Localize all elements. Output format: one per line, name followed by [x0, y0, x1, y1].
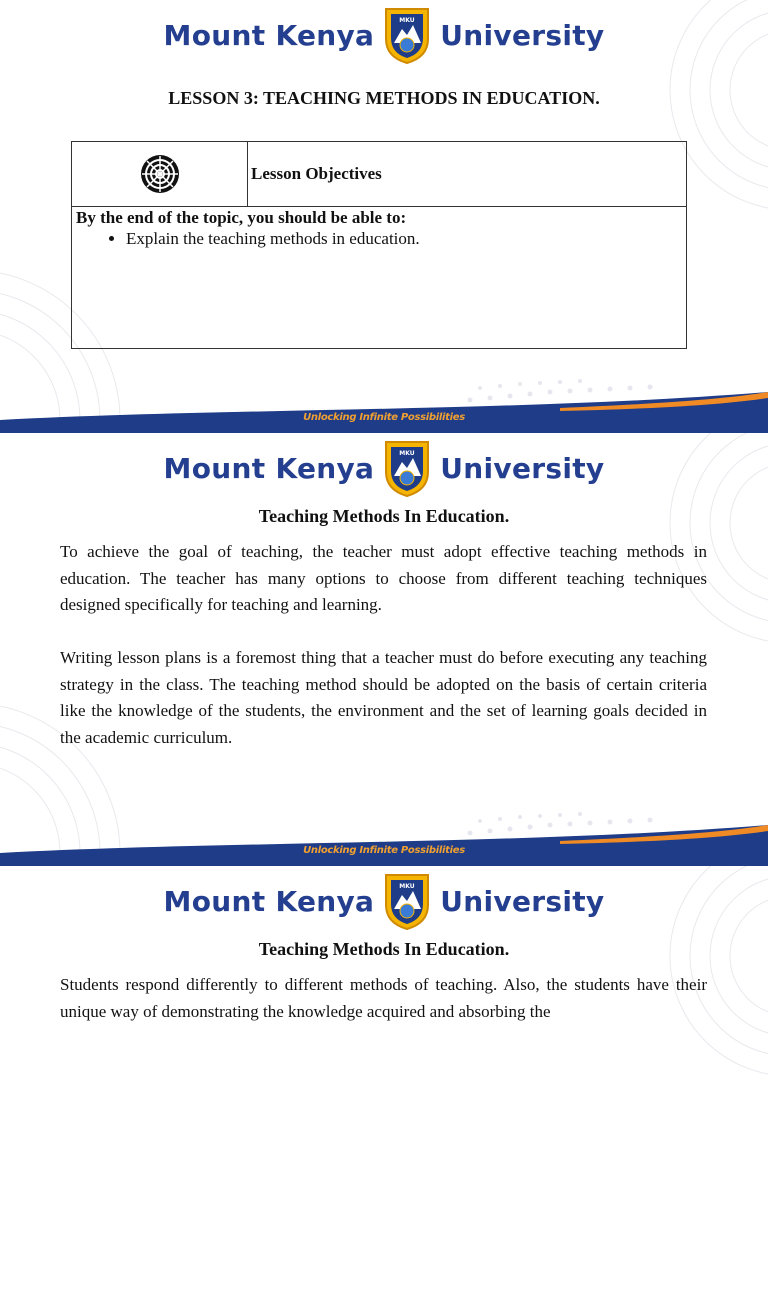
objectives-icon-cell [72, 142, 248, 206]
paragraph: Students respond differently to different methods of teaching. Also, the students have their unique way of demonstrating the knowledge acquired and absorbing the [60, 975, 707, 1021]
objectives-body [72, 207, 686, 251]
document-page-1 [0, 0, 768, 433]
objectives-list [76, 228, 682, 250]
lesson-title: LESSON 3: TEACHING METHODS IN EDUCATION. [168, 88, 600, 108]
university-logo [0, 437, 768, 499]
objectives-table [71, 141, 687, 349]
paragraph: To achieve the goal of teaching, the teacher must adopt effective teaching methods in education. The teacher has many options to choose from different teaching techniques designed specifically for teaching and learning. [60, 542, 707, 614]
document-page-3 [0, 866, 768, 1299]
university-logo [0, 870, 768, 932]
logo-text-left: Mount Kenya [163, 884, 375, 918]
logo-text-right: University [440, 451, 605, 485]
footer-banner [0, 811, 768, 866]
logo-text-left: Mount Kenya [163, 451, 375, 485]
footer-tagline: Unlocking Infinite Possibilities [303, 845, 465, 856]
objective-item: • Explain the teaching methods in education. [126, 228, 682, 250]
crest-label: MKU [399, 450, 415, 457]
target-icon [140, 154, 180, 194]
crest-icon [382, 438, 432, 498]
objectives-header-row [72, 142, 686, 207]
crest-icon [382, 871, 432, 931]
document-page-2 [0, 433, 768, 866]
university-logo [0, 4, 768, 66]
paragraph: Writing lesson plans is a foremost thing that a teacher must do before executing any teaching strategy in the class. The teaching method should be adopted on the basis of certain criteria like the knowledge of the students, the environment and the set of learning goals decided in the academic curriculum. [60, 648, 707, 747]
logo-text-left: Mount Kenya [163, 18, 375, 52]
crest-label: MKU [399, 883, 415, 890]
objectives-heading: Lesson Objectives [251, 164, 382, 183]
footer-banner [0, 378, 768, 433]
objectives-intro: By the end of the topic, you should be able to: [76, 208, 407, 227]
crest-icon [382, 5, 432, 65]
section-title: Teaching Methods In Education. [258, 506, 510, 526]
footer-tagline: Unlocking Infinite Possibilities [303, 412, 465, 423]
crest-label: MKU [399, 17, 415, 24]
logo-text-right: University [440, 18, 605, 52]
logo-text-right: University [440, 884, 605, 918]
section-title: Teaching Methods In Education. [258, 939, 510, 959]
